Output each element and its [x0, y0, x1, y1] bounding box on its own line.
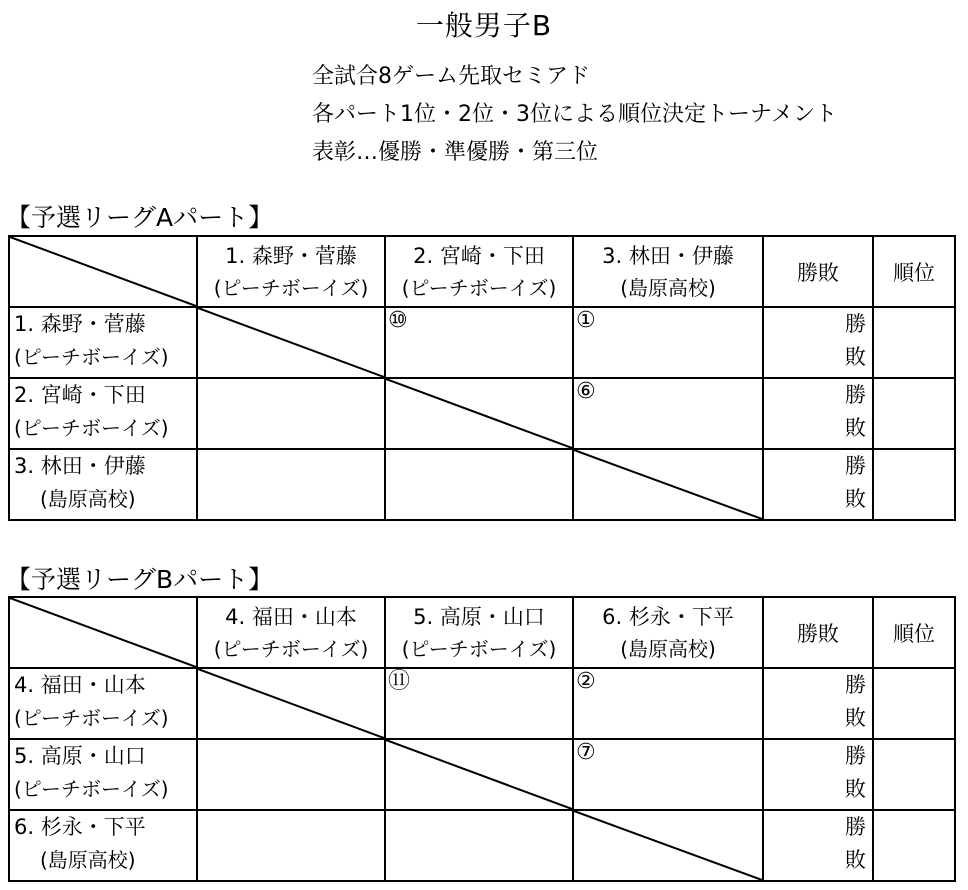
player-team: (ピーチボーイズ) [14, 706, 169, 730]
rank-cell [873, 449, 955, 520]
column-header-player [573, 236, 763, 307]
rank-cell [873, 810, 955, 881]
diagonal-line [10, 237, 196, 306]
row-header-player [9, 810, 197, 881]
loss-label: 敗 [845, 848, 866, 872]
column-header-player [385, 236, 573, 307]
player-name: 6. 杉永・下平 [602, 604, 734, 629]
win-label: 勝 [845, 673, 866, 697]
column-header-player [385, 597, 573, 668]
part-b-title: 【予選リーグBパート】 [6, 565, 274, 594]
table-row [9, 307, 955, 378]
row-header-player [9, 739, 197, 810]
table-row [9, 810, 955, 881]
match-cell [573, 307, 763, 378]
row-header-player [9, 378, 197, 449]
win-label: 勝 [845, 454, 866, 478]
player-name: 4. 福田・山本 [225, 604, 357, 629]
rank-header: 順位 [873, 236, 955, 307]
diagonal-line [10, 598, 196, 667]
table-row [9, 668, 955, 739]
win-loss-header: 勝敗 [763, 236, 873, 307]
note-tournament-format: 各パート1位・2位・3位による順位決定トーナメント [312, 102, 838, 127]
rules-notes [312, 58, 837, 172]
match-number: ⑪ [388, 669, 411, 694]
league-table [8, 596, 956, 882]
player-team: (ピーチボーイズ) [14, 345, 169, 369]
match-cell [197, 449, 385, 520]
player-name: 5. 高原・山口 [413, 604, 545, 629]
part-a-title: 【予選リーグAパート】 [6, 203, 274, 232]
note-awards: 表彰…優勝・準優勝・第三位 [312, 140, 599, 165]
loss-label: 敗 [845, 345, 866, 369]
corner-cell [9, 236, 197, 307]
row-header-player [9, 307, 197, 378]
self-match-cell [573, 810, 763, 881]
match-cell [385, 307, 573, 378]
corner-cell [9, 597, 197, 668]
self-match-cell [385, 739, 573, 810]
rank-cell [873, 739, 955, 810]
rank-header: 順位 [873, 597, 955, 668]
match-cell [385, 668, 573, 739]
player-name: 2. 宮崎・下田 [413, 243, 545, 268]
player-team: (島原高校) [40, 487, 136, 511]
match-cell [573, 378, 763, 449]
win-loss-cell [763, 668, 873, 739]
win-loss-cell [763, 739, 873, 810]
page-title: 一般男子B [415, 9, 553, 42]
match-cell [385, 810, 573, 881]
win-loss-cell [763, 449, 873, 520]
column-header-player [573, 597, 763, 668]
self-match-cell [197, 668, 385, 739]
diagonal-line [574, 811, 762, 880]
diagonal-line [198, 308, 384, 377]
match-number: ⑦ [576, 740, 596, 765]
match-cell [197, 810, 385, 881]
loss-label: 敗 [845, 777, 866, 801]
loss-label: 敗 [845, 416, 866, 440]
player-name: 1. 森野・菅藤 [225, 243, 357, 268]
player-name: 1. 森野・菅藤 [14, 312, 146, 336]
win-loss-cell [763, 378, 873, 449]
table-row [9, 739, 955, 810]
table-row [9, 449, 955, 520]
column-header-player [197, 597, 385, 668]
diagonal-line [574, 450, 762, 519]
player-team: (ピーチボーイズ) [14, 777, 169, 801]
match-cell [197, 739, 385, 810]
win-label: 勝 [845, 744, 866, 768]
player-team: (島原高校) [620, 275, 716, 300]
rank-cell [873, 378, 955, 449]
win-label: 勝 [845, 312, 866, 336]
match-cell [573, 668, 763, 739]
table-row [9, 378, 955, 449]
match-number: ② [576, 669, 596, 694]
player-name: 4. 福田・山本 [14, 673, 146, 697]
self-match-cell [197, 307, 385, 378]
win-label: 勝 [845, 383, 866, 407]
row-header-player [9, 668, 197, 739]
player-team: (ピーチボーイズ) [213, 636, 369, 661]
player-team: (ピーチボーイズ) [401, 636, 557, 661]
match-cell [197, 378, 385, 449]
player-name: 3. 林田・伊藤 [14, 454, 146, 478]
loss-label: 敗 [845, 706, 866, 730]
player-name: 2. 宮崎・下田 [14, 383, 146, 407]
league-table [8, 235, 956, 521]
row-header-player [9, 449, 197, 520]
rank-cell [873, 307, 955, 378]
player-name: 5. 高原・山口 [14, 744, 146, 768]
self-match-cell [385, 378, 573, 449]
player-team: (ピーチボーイズ) [14, 416, 169, 440]
diagonal-line [198, 669, 384, 738]
player-team: (ピーチボーイズ) [213, 275, 369, 300]
match-number: ⑩ [388, 308, 408, 333]
win-loss-cell [763, 307, 873, 378]
player-name: 3. 林田・伊藤 [602, 243, 734, 268]
rank-cell [873, 668, 955, 739]
diagonal-line [386, 740, 572, 809]
column-header-player [197, 236, 385, 307]
match-cell [385, 449, 573, 520]
note-match-format: 全試合8ゲーム先取セミアド [312, 64, 590, 89]
win-loss-cell [763, 810, 873, 881]
match-cell [573, 739, 763, 810]
player-name: 6. 杉永・下平 [14, 815, 146, 839]
match-number: ⑥ [576, 379, 596, 404]
diagonal-line [386, 379, 572, 448]
player-team: (ピーチボーイズ) [401, 275, 557, 300]
win-loss-header: 勝敗 [763, 597, 873, 668]
match-number: ① [576, 308, 596, 333]
player-team: (島原高校) [40, 848, 136, 872]
player-team: (島原高校) [620, 636, 716, 661]
self-match-cell [573, 449, 763, 520]
win-label: 勝 [845, 815, 866, 839]
loss-label: 敗 [845, 487, 866, 511]
